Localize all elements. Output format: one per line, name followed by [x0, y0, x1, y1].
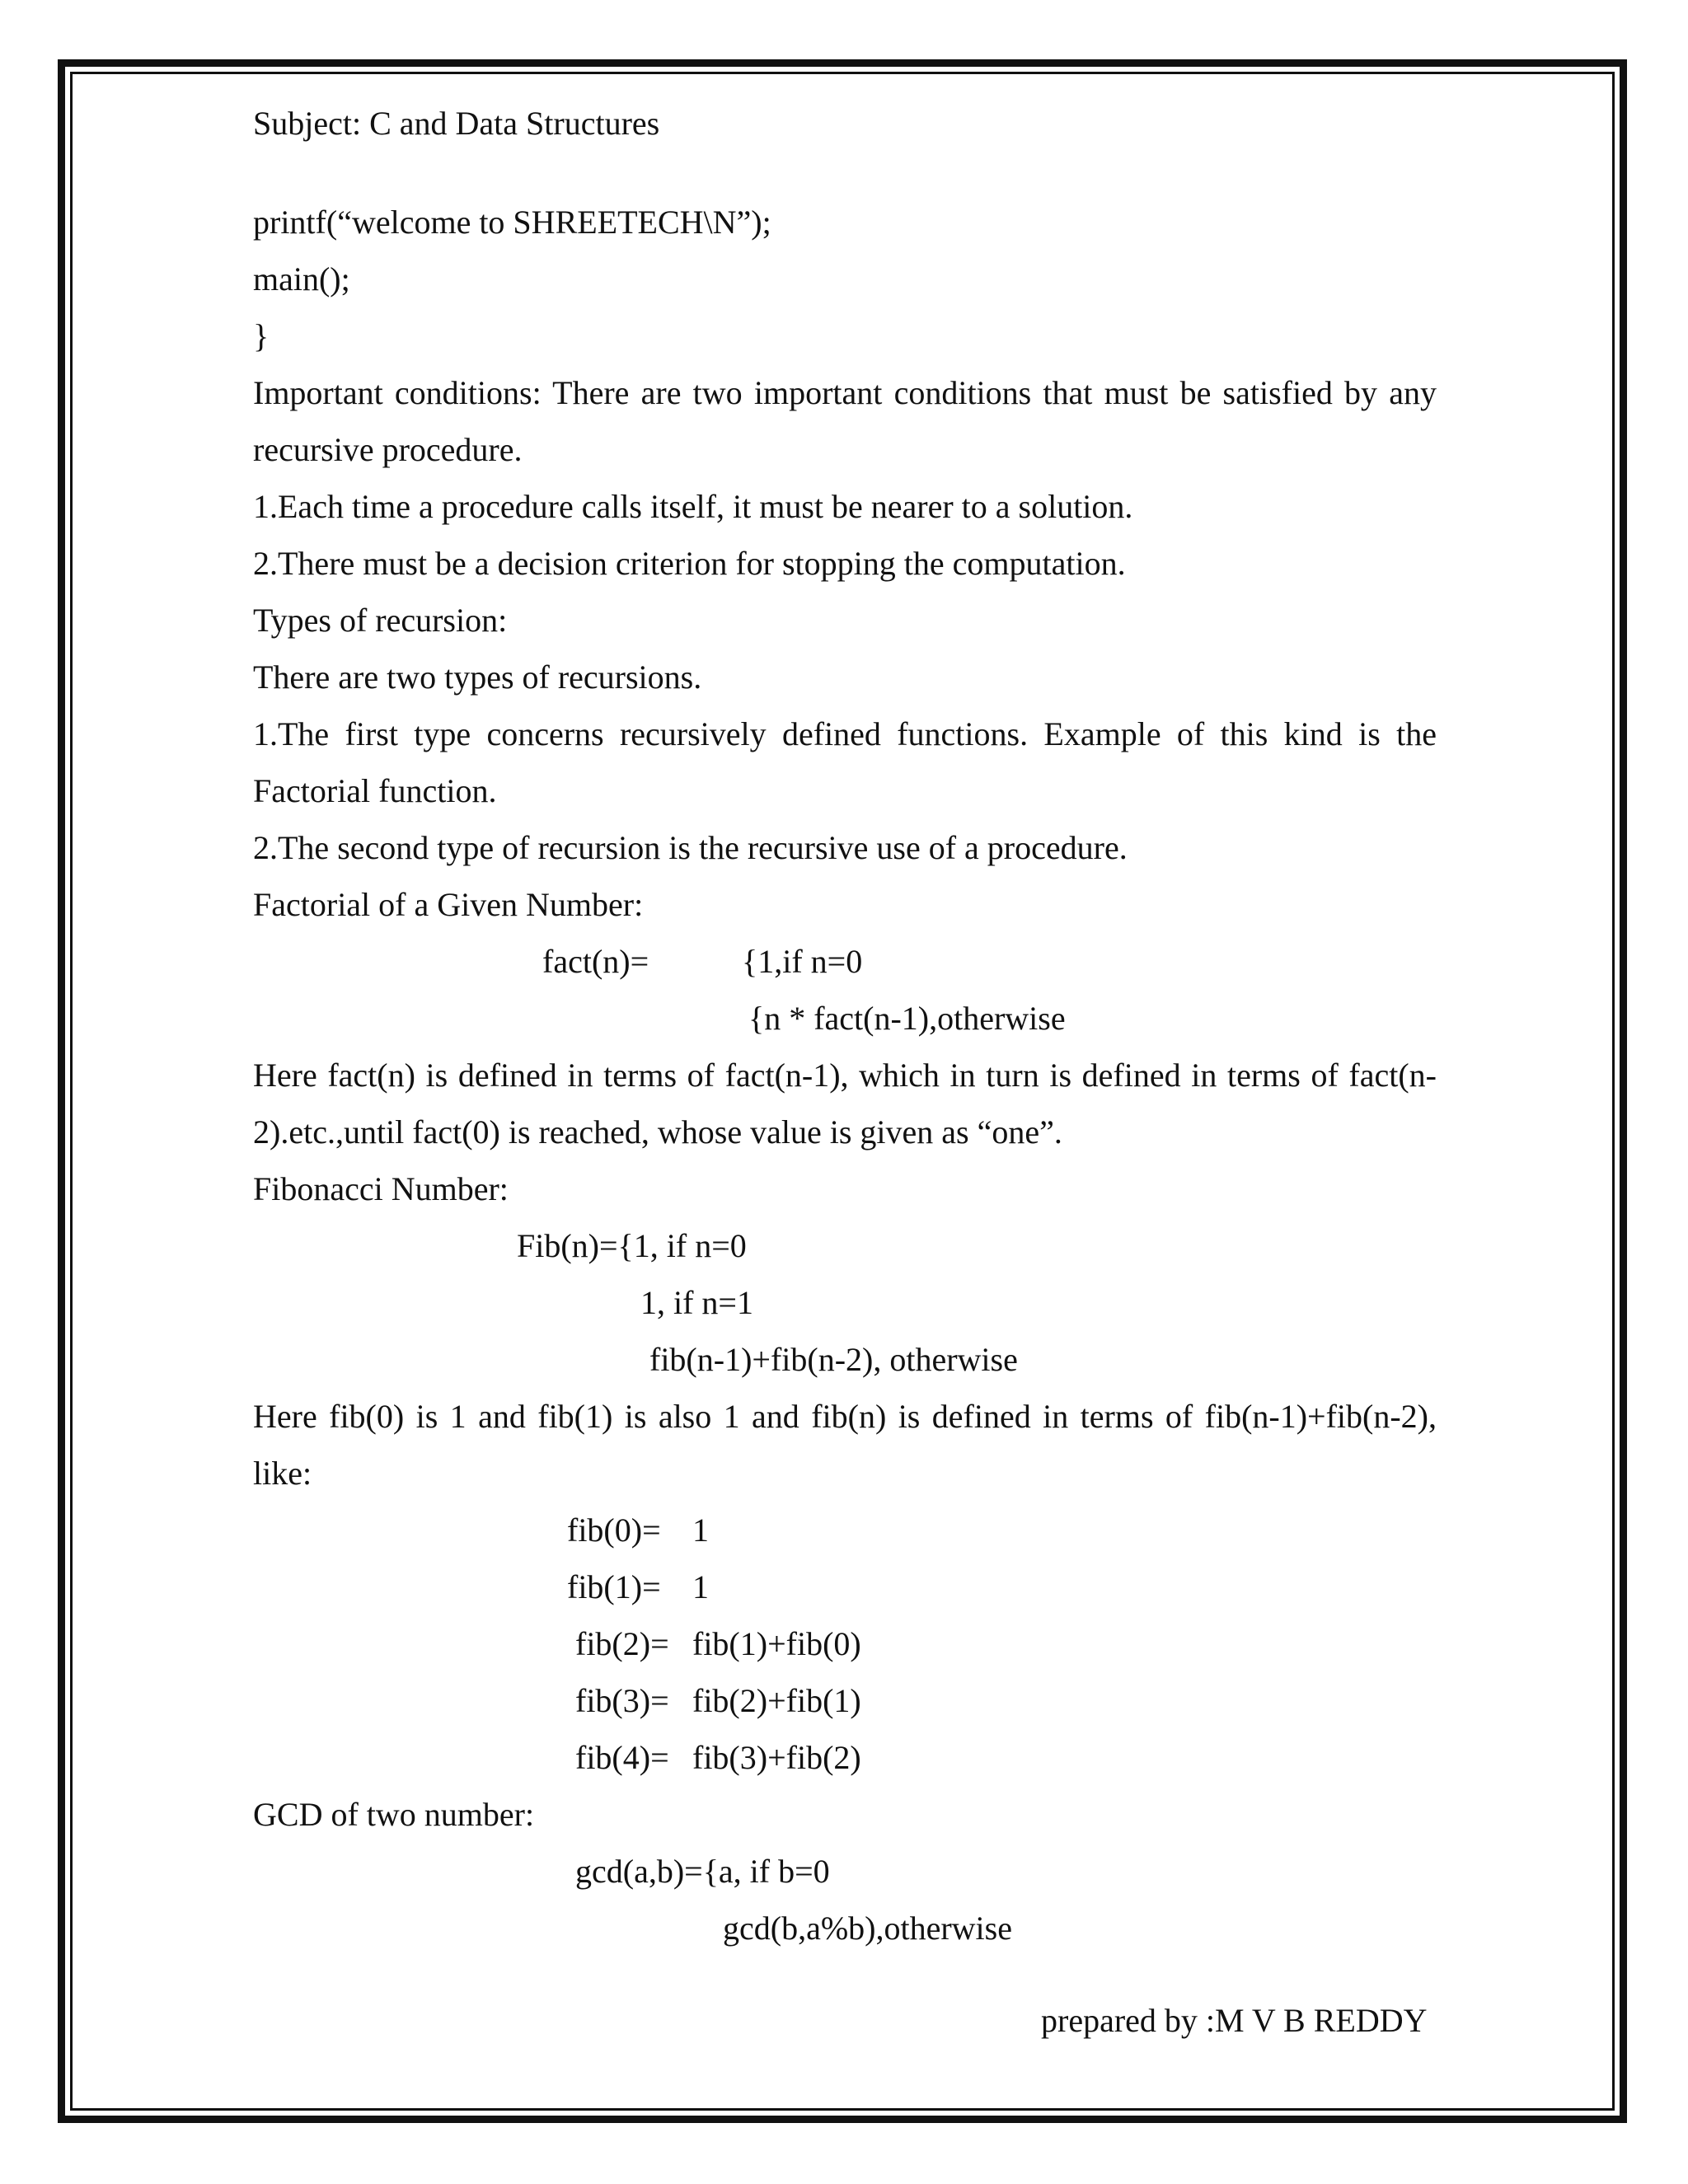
fib-table-lhs-0: fib(0)= [567, 1511, 661, 1549]
fibonacci-explain-line2: like: [253, 1455, 312, 1492]
code-line-main: main(); [253, 260, 350, 298]
gcd-case-1: gcd(a,b)={a, if b=0 [575, 1853, 830, 1890]
factorial-case-2: {n * fact(n-1),otherwise [748, 1000, 1066, 1037]
types-heading: Types of recursion: [253, 602, 508, 639]
types-item-2: 2.The second type of recursion is the recursive use of a procedure. [253, 829, 1128, 866]
gcd-case-2: gcd(b,a%b),otherwise [723, 1910, 1012, 1947]
fib-table-lhs-4: fib(4)= [575, 1739, 669, 1776]
factorial-explain-line1: Here fact(n) is defined in terms of fact(n-1), which in turn is defined in terms of fact(n- [253, 1057, 1437, 1094]
types-item-1-line1: 1.The first type concerns recursively defined functions. Example of this kind is the [253, 715, 1437, 752]
condition-item-2: 2.There must be a decision criterion for stopping the computation. [253, 545, 1126, 582]
fib-table-rhs-0: 1 [692, 1511, 709, 1549]
gcd-heading: GCD of two number: [253, 1796, 535, 1833]
fib-table-rhs-3: fib(2)+fib(1) [692, 1682, 861, 1719]
code-line-brace: } [253, 317, 270, 354]
condition-item-1: 1.Each time a procedure calls itself, it must be nearer to a solution. [253, 488, 1133, 525]
types-item-1-line2: Factorial function. [253, 772, 497, 809]
conditions-intro-line1: Important conditions: There are two important conditions that must be satisfied by any [253, 374, 1437, 411]
fibonacci-explain-line1: Here fib(0) is 1 and fib(1) is also 1 and fib(n) is defined in terms of fib(n-1)+fib(n-2), [253, 1398, 1437, 1435]
subject-header: Subject: C and Data Structures [253, 105, 660, 142]
fibonacci-case-3: fib(n-1)+fib(n-2), otherwise [649, 1341, 1018, 1378]
fib-table-lhs-1: fib(1)= [567, 1568, 661, 1605]
fibonacci-heading: Fibonacci Number: [253, 1170, 509, 1207]
factorial-case-1: {1,if n=0 [742, 943, 863, 980]
factorial-explain-line2: 2).etc.,until fact(0) is reached, whose value is given as “one”. [253, 1113, 1062, 1151]
factorial-heading: Factorial of a Given Number: [253, 886, 644, 923]
fibonacci-case-1: Fib(n)={1, if n=0 [517, 1227, 747, 1264]
fib-table-lhs-3: fib(3)= [575, 1682, 669, 1719]
fib-table-lhs-2: fib(2)= [575, 1625, 669, 1662]
code-line-printf: printf(“welcome to SHREETECH\N”); [253, 204, 771, 241]
conditions-intro-line2: recursive procedure. [253, 431, 523, 468]
fib-table-rhs-1: 1 [692, 1568, 709, 1605]
fibonacci-case-2: 1, if n=1 [640, 1284, 753, 1321]
types-intro: There are two types of recursions. [253, 658, 702, 696]
fib-table-rhs-4: fib(3)+fib(2) [692, 1739, 861, 1776]
fib-table-rhs-2: fib(1)+fib(0) [692, 1625, 861, 1662]
prepared-by-footer: prepared by :M V B REDDY [1041, 2002, 1428, 2039]
factorial-lhs: fact(n)= [542, 943, 649, 980]
